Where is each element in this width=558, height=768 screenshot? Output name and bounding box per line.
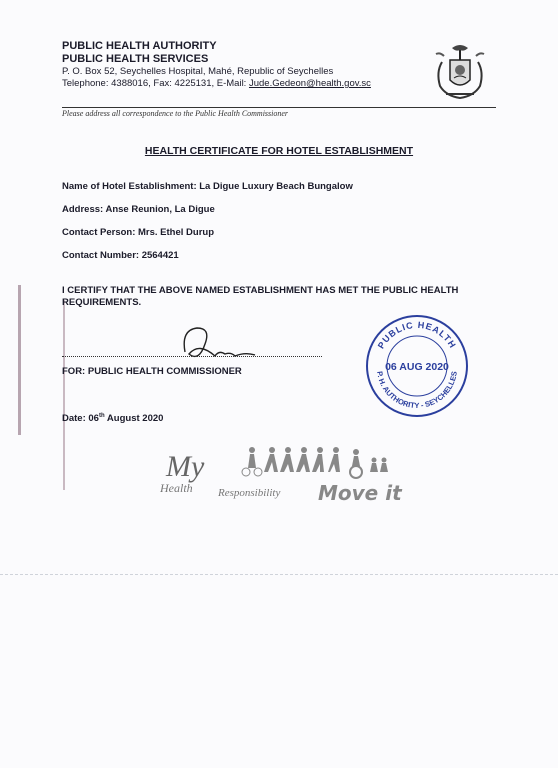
hotel-name-field: Name of Hotel Establishment: La Digue Luxury Beach Bungalow (62, 181, 353, 192)
contact-prefix: Telephone: 4388016, Fax: 4225131, E-Mail: (62, 78, 249, 89)
date-prefix: Date: 06 (62, 413, 99, 425)
scan-artifact-left (18, 285, 21, 435)
certification-statement: I CERTIFY THAT THE ABOVE NAMED ESTABLISHMENT HAS MET THE PUBLIC HEALTH REQUIREMENTS. (62, 285, 459, 308)
public-health-stamp (363, 312, 471, 420)
email-link[interactable]: Jude.Gedeon@health.gov.sc (248, 78, 371, 89)
stamp-date: 06 AUG 2020 (385, 361, 449, 373)
contact-person-field: Contact Person: Mrs. Ethel Durup (62, 227, 215, 238)
certificate-title: HEALTH CERTIFICATE FOR HOTEL ESTABLISHMENT (144, 145, 414, 157)
date-rest: August 2020 (104, 413, 164, 425)
correspondence-note: Please address all correspondence to the Public Health Commissioner (62, 109, 289, 118)
date-suffix: th (98, 413, 105, 419)
svg-text:P. H. AUTHORITY - SEYCHELLES (375, 371, 459, 410)
address-field: Address: Anse Reunion, La Digue (62, 204, 215, 215)
my-health-move-it-logo (160, 442, 410, 508)
seychelles-coat-of-arms-icon (428, 40, 492, 104)
stamp-top-text: PUBLIC HEALTH (375, 319, 459, 351)
signatory-label: FOR: PUBLIC HEALTH COMMISSIONER (62, 366, 242, 377)
signature-line (62, 356, 322, 358)
org-contact (62, 78, 371, 90)
org-name-authority: PUBLIC HEALTH AUTHORITY (62, 40, 217, 52)
active-people-figures-icon (242, 447, 388, 478)
contact-number-field: Contact Number: 2564421 (62, 250, 179, 261)
logo-health: Health (160, 481, 193, 495)
stamp-bottom-text: P. H. AUTHORITY - SEYCHELLES (375, 370, 459, 411)
signature (175, 322, 285, 372)
logo-responsibility: Responsibility (218, 487, 281, 499)
letterhead (62, 40, 371, 90)
logo-move-it: Move it (318, 481, 402, 505)
issue-date (62, 413, 163, 424)
header-divider (62, 107, 496, 108)
paper-fold-line (0, 574, 558, 576)
logo-my: My (166, 450, 205, 483)
org-name-services: PUBLIC HEALTH SERVICES (62, 53, 209, 65)
org-address: P. O. Box 52, Seychelles Hospital, Mahé, Republic of Seychelles (62, 66, 334, 77)
scan-artifact-mid (63, 300, 65, 490)
